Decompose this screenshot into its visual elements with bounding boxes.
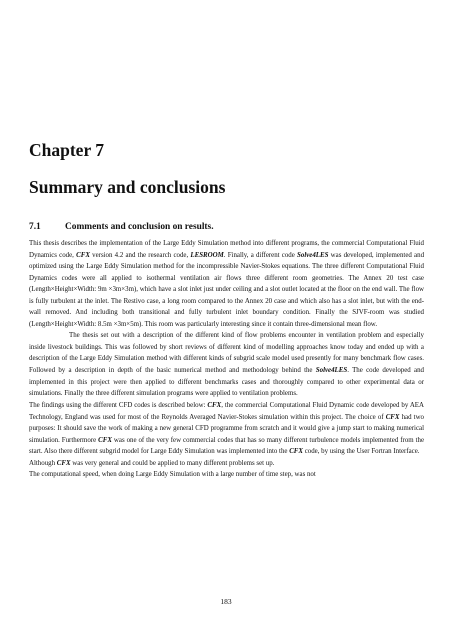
program-name: CFX	[289, 448, 303, 456]
paragraph-intro: This thesis describes the implementation of the Large Eddy Simulation method into different programs, the commercial Computational Fluid Dynamics code, CFX version 4.2 and the research code, LESROOM. Finally, a different code Solve4LES was developed, implemented and optimized using the Large Eddy Simulation method for the incompressible Navier-Stokes equations. The three different Computational Fluid Dynamics codes were all applied to isothermal ventilation air flows three different room geometries. The Annex 20 test case (Length×Height×Width: 9m ×3m×3m), which have a slot inlet just under ceiling and a slot outlet located at the floor on the end wall. The flow is fully turbulent at the inlet. The Restivo case, a long room compared to the Annex 20 case and which also has a slot inlet, but with the end-wall removed. And including both transitional and fully turbulent inlet boundary condition. Finally the SJVF-room was studied (Length×Height×Width: 8.5m ×3m×5m). This room was particularly interesting since it contain three-dimensional mean flow.	[29, 240, 425, 328]
paragraph-overview: The thesis set out with a description of the different kind of flow problems encounter in ventilation problem and especially inside livestock buildings. This was followed by short reviews of different kind of modelling approaches know today and ended up with a description of the Large Eddy Simulation method with different kinds of subgrid scale model used presently for many benchmark flow cases. Followed by a description in depth of the basic numerical method and methodology behind the Solve4LES. The code developed and implemented in this project were then applied to different benchmarks cases and thoroughly compared to other experimental data or simulations. Finally the three different simulation programs were applied to ventilation problems.	[29, 332, 424, 398]
paragraph-cfx-general: Although CFX was very general and could be applied to many different problems set up.	[29, 459, 275, 467]
paragraph-findings: The findings using the different CFD codes is described below: CFX, the commercial Computational Fluid Dynamic code developed by AEA Technology, England was used for most of the Reynolds Averaged Navier-Stokes simulation within this project. The choice of CFX had two purposes: It should save the work of making a new general CFD programme from scratch and it would give a jump start to making numerical simulation. Furthermore CFX was one of the very few commercial codes that has so many different turbulence models implemented from the start. Also there different subgrid model for Large Eddy Simulation was implemented into the CFX code, by using the User Fortran Interface.	[29, 402, 424, 456]
paragraph-computational-speed: The computational speed, when doing Large Eddy Simulation with a large number of time step, was not	[29, 471, 316, 479]
program-name: LESROOM	[190, 251, 224, 259]
section-number: 7.1	[29, 222, 41, 232]
program-name: CFX	[98, 436, 112, 444]
section-title: Comments and conclusion on results.	[65, 222, 214, 232]
body-text	[29, 238, 424, 481]
page-number: 183	[220, 597, 232, 606]
chapter-label: Chapter 7	[29, 140, 105, 160]
program-name: CFX	[76, 251, 90, 259]
program-name: CFX	[56, 459, 71, 467]
program-name: Solve4LES	[315, 367, 348, 375]
program-name: Solve4LES	[297, 251, 329, 259]
chapter-title: Summary and conclusions	[29, 177, 226, 197]
program-name: CFX	[385, 413, 400, 421]
program-name: CFX	[207, 402, 222, 410]
section-heading	[29, 222, 429, 232]
